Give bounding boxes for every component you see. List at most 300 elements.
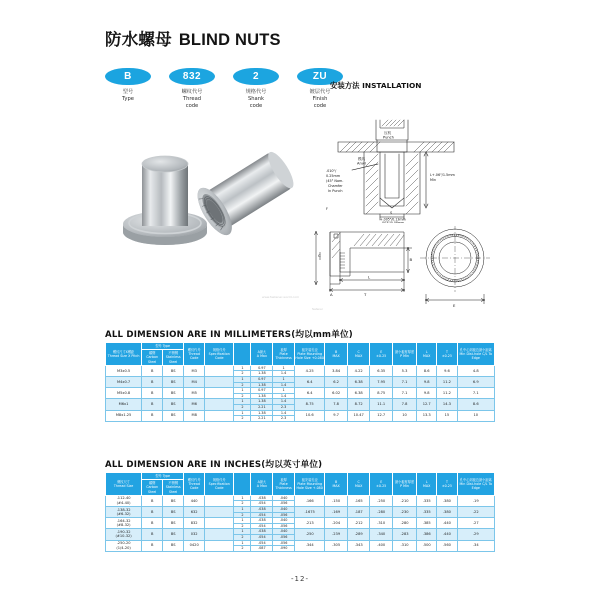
cell-spec: 1	[234, 495, 251, 501]
cell-b: 9.7	[325, 410, 348, 421]
cell-c: .212	[347, 518, 370, 529]
cell-e: 6.35	[370, 365, 393, 376]
cell-c: .187	[347, 507, 370, 518]
cell-c: 8.72	[347, 399, 370, 410]
table-millimeters	[105, 342, 495, 422]
cell-l: 13.3	[417, 410, 437, 421]
th-c: C MAX	[347, 343, 370, 366]
code-caption-type	[105, 89, 151, 103]
cell-edge: 4.8	[457, 365, 494, 376]
cell-spec: 2	[234, 523, 251, 529]
th-l: L MAX	[417, 343, 437, 366]
cell-c: 4.22	[347, 365, 370, 376]
cell-stainless: BS	[163, 410, 184, 421]
cell-b: .305	[325, 540, 348, 551]
cell-spec: 1	[234, 377, 251, 383]
cell-l: .386	[417, 529, 437, 540]
cell-c: 6.38	[347, 388, 370, 399]
th-p-min: 最小板材厚度 P Min	[392, 343, 416, 366]
cell-spec: 1	[234, 365, 251, 371]
cell-stainless: BS	[163, 507, 184, 518]
cell-thread: M5	[184, 388, 205, 399]
cell-spec: 1	[234, 399, 251, 405]
cell-p: 10	[392, 410, 416, 421]
cell-p: .280	[392, 518, 416, 529]
cell-b: 3.84	[325, 365, 348, 376]
code-caption-shank-en1: Shank	[247, 96, 265, 103]
cell-hole: 6.4	[295, 377, 325, 388]
cell-amax: .038	[251, 495, 273, 501]
cell-e: .340	[370, 529, 393, 540]
svg-text:F: F	[326, 207, 328, 211]
anvil-label-en: Anvil	[357, 161, 366, 166]
punch-label-en: Punch	[383, 135, 394, 140]
th-thread-code: 螺纹代号 Thread Code	[184, 343, 205, 366]
cell-b: .204	[325, 518, 348, 529]
page-title	[105, 26, 281, 50]
th-thread-code: 螺纹代号 Thread Code	[184, 473, 205, 496]
cell-carbon: B	[142, 518, 163, 529]
cell-amax: .054	[251, 512, 273, 518]
cell-e: .400	[370, 540, 393, 551]
cell-speccode	[205, 377, 234, 388]
th-l: L MAX	[417, 473, 437, 496]
th-spec-num	[234, 473, 251, 496]
svg-text:fastener: fastener	[312, 308, 323, 311]
cell-e: .280	[370, 507, 393, 518]
cell-carbon: B	[142, 388, 163, 399]
cell-thread: M6	[184, 399, 205, 410]
cell-plate: 1	[273, 365, 295, 371]
page-title-en: BLIND NUTS	[178, 31, 281, 49]
cell-c: .289	[347, 529, 370, 540]
th-spec-num	[234, 343, 251, 366]
cell-size: M3x0.5	[106, 365, 142, 376]
th-hole-size: 板安装孔径 Plate Mounting Hole Size +0.080	[295, 343, 325, 366]
cell-plate: .040	[273, 529, 295, 535]
cell-size: M6x1	[106, 399, 142, 410]
cell-t: .380	[437, 495, 457, 506]
th-type: 型号 Type	[142, 473, 184, 480]
cell-plate: 1	[273, 388, 295, 394]
cell-stainless: BS	[163, 495, 184, 506]
cell-hole: .1675	[295, 507, 325, 518]
cell-c: .165	[347, 495, 370, 506]
cell-l: .500	[417, 540, 437, 551]
code-caption-shank-cn: 规格代号	[245, 89, 267, 95]
cell-hole: 8.75	[295, 399, 325, 410]
cell-hole: .250	[295, 529, 325, 540]
cell-speccode	[205, 365, 234, 376]
code-caption-finish-cn: 镀层代号	[309, 89, 331, 95]
cell-amax: .054	[251, 523, 273, 529]
cell-carbon: B	[142, 529, 163, 540]
dimension-diagram	[312, 226, 500, 312]
cell-t: 14.3	[437, 399, 457, 410]
cell-spec: 1	[234, 540, 251, 546]
cell-spec: 2	[234, 512, 251, 518]
cell-thread: 032	[184, 529, 205, 540]
cell-t: 15	[437, 410, 457, 421]
cell-spec: 1	[234, 388, 251, 394]
code-caption-thread-en2: code	[185, 103, 199, 110]
dim-label-T: T	[364, 292, 367, 297]
code-caption-type-en1: Type	[122, 96, 134, 103]
cell-amax: 0.97	[251, 377, 273, 383]
cell-plate: .056	[273, 501, 295, 507]
cell-l: .385	[417, 518, 437, 529]
th-b: B MAX	[325, 473, 348, 496]
cell-b: .150	[325, 495, 348, 506]
cell-plate: 1.4	[273, 371, 295, 377]
cell-spec: 2	[234, 546, 251, 552]
table-row	[106, 518, 495, 524]
cell-hole: .344	[295, 540, 325, 551]
cell-thread: 0420	[184, 540, 205, 551]
table-mm-caption: ALL DIMENSION ARE IN MILLIMETERS(均以mm单位)	[105, 330, 353, 340]
svg-text:S: S	[390, 211, 393, 215]
punch-label-cn: 压机	[384, 131, 392, 135]
cell-spec: 2	[234, 382, 251, 388]
cell-t: .380	[437, 507, 457, 518]
cell-b: .239	[325, 529, 348, 540]
code-caption-shank-en2: code	[249, 103, 263, 110]
cell-p: 7.1	[392, 377, 416, 388]
th-e: E ±0.25	[370, 473, 393, 496]
th-a-max: A最大 A Max	[251, 473, 273, 496]
svg-text:In Punch: In Punch	[328, 189, 343, 193]
svg-text:www.fastener-world.com: www.fastener-world.com	[262, 295, 300, 299]
cell-p: 5.3	[392, 365, 416, 376]
cell-plate: 1.4	[273, 393, 295, 399]
cell-e: 7.95	[370, 377, 393, 388]
cell-amax: .038	[251, 507, 273, 513]
cell-carbon: B	[142, 507, 163, 518]
table-row	[106, 540, 495, 546]
cell-size: .138-32 (#6-32)	[106, 507, 142, 518]
code-caption-finish-en1: Finish	[312, 96, 328, 103]
table-row	[106, 529, 495, 535]
cell-speccode	[205, 518, 234, 529]
cell-thread: M8	[184, 410, 205, 421]
th-thread-size: 螺纹尺寸 Thread Size	[106, 473, 142, 496]
cell-plate: 1	[273, 377, 295, 383]
dim-label-E: E	[453, 303, 456, 308]
cell-carbon: B	[142, 540, 163, 551]
cell-plate: .040	[273, 518, 295, 524]
cell-size: M4x0.7	[106, 377, 142, 388]
th-c: C MAX	[347, 473, 370, 496]
svg-text:(45° Nom.: (45° Nom.	[326, 179, 344, 183]
dim-label-A: A	[330, 292, 333, 297]
cell-e: 12.7	[370, 410, 393, 421]
cell-t: 11.2	[437, 388, 457, 399]
cell-e: .310	[370, 518, 393, 529]
cell-speccode	[205, 495, 234, 506]
svg-text:0.25mm: 0.25mm	[326, 174, 341, 178]
table-row	[106, 399, 495, 405]
cell-stainless: BS	[163, 399, 184, 410]
code-badge-type: B	[105, 68, 151, 85]
dim-label-C: C	[318, 253, 321, 258]
code-item-thread	[169, 68, 215, 111]
cell-edge: 8.6	[457, 399, 494, 410]
cell-spec: 2	[234, 416, 251, 422]
cell-c: 10.47	[347, 410, 370, 421]
svg-text:-.003"/0.08mm: -.003"/0.08mm	[380, 221, 405, 223]
cell-amax: 2.21	[251, 404, 273, 410]
cell-plate: .040	[273, 507, 295, 513]
cell-amax: 1.38	[251, 371, 273, 377]
cell-t: .440	[437, 518, 457, 529]
cell-p: .310	[392, 540, 416, 551]
th-plate-thickness: 板厚 Plate Thickness	[273, 473, 295, 496]
cell-amax: 1.38	[251, 382, 273, 388]
cell-size: .112-40 (#4-40)	[106, 495, 142, 506]
th-e: E ±0.25	[370, 343, 393, 366]
cell-size: M5x0.8	[106, 388, 142, 399]
cell-spec: 1	[234, 518, 251, 524]
th-carbon-steel: 碳钢 Carbon Steel	[142, 350, 163, 366]
cell-thread: 632	[184, 507, 205, 518]
code-caption-thread-en1: Thread	[182, 96, 202, 103]
dim-label-B: B	[409, 257, 413, 262]
cell-e: .250	[370, 495, 393, 506]
svg-text:+.005"/0.13mm: +.005"/0.13mm	[380, 217, 406, 222]
cell-stainless: BS	[163, 377, 184, 388]
cell-size: .190-32 (#10-32)	[106, 529, 142, 540]
table-row	[106, 388, 495, 394]
cell-c: 6.38	[347, 377, 370, 388]
th-p-min: 最小板材厚度 P Min	[392, 473, 416, 496]
cell-edge: .34	[457, 540, 494, 551]
cell-size: M8x1.25	[106, 410, 142, 421]
th-spec-code: 规格代号 Specification Code	[205, 473, 234, 496]
blind-nut-closed	[123, 156, 207, 245]
cell-p: .230	[392, 507, 416, 518]
cell-speccode	[205, 529, 234, 540]
th-t: T ±0.25	[437, 343, 457, 366]
dim-label-L: L	[368, 274, 371, 280]
th-spec-code: 规格代号 Specification Code	[205, 343, 234, 366]
table-inches	[105, 472, 495, 552]
table-row	[106, 377, 495, 383]
cell-e: 8.75	[370, 388, 393, 399]
cell-speccode	[205, 388, 234, 399]
cell-stainless: BS	[163, 388, 184, 399]
cell-p: .210	[392, 495, 416, 506]
cell-spec: 2	[234, 501, 251, 507]
cell-edge: .27	[457, 518, 494, 529]
th-hole-size: 板安装孔径 Plate Mounting Hole Size +.080	[295, 473, 325, 496]
table-inch-body	[106, 495, 495, 551]
cell-stainless: BS	[163, 518, 184, 529]
cell-carbon: B	[142, 495, 163, 506]
cell-spec: 2	[234, 371, 251, 377]
cell-l: .335	[417, 507, 437, 518]
cell-speccode	[205, 410, 234, 421]
th-type: 型号 Type	[142, 343, 184, 350]
cell-carbon: B	[142, 377, 163, 388]
cell-thread: 440	[184, 495, 205, 506]
cell-thread: 832	[184, 518, 205, 529]
table-inch-caption: ALL DIMENSION ARE IN INCHES(均以英寸单位)	[105, 460, 323, 470]
cell-size: .250-20 (1/4-20)	[106, 540, 142, 551]
cell-l: 8.6	[417, 365, 437, 376]
code-caption-shank	[233, 89, 279, 111]
cell-edge: 7.1	[457, 388, 494, 399]
code-badge-thread: 832	[169, 68, 215, 85]
table-row	[106, 410, 495, 416]
cell-amax: 2.21	[251, 416, 273, 422]
th-plate-thickness: 板厚 Plate Thickness	[273, 343, 295, 366]
code-caption-thread	[169, 89, 215, 111]
svg-text:.010"/: .010"/	[326, 169, 337, 173]
cell-hole: 4.25	[295, 365, 325, 376]
cell-thread: M4	[184, 377, 205, 388]
cell-amax: 0.97	[251, 365, 273, 371]
svg-text:L+.06"/1.5mm: L+.06"/1.5mm	[430, 173, 455, 177]
cell-plate: .056	[273, 523, 295, 529]
cell-amax: .038	[251, 529, 273, 535]
table-row	[106, 507, 495, 513]
table-inch-header-row-1	[106, 473, 495, 480]
table-mm-body	[106, 365, 495, 421]
cell-amax: .054	[251, 534, 273, 540]
blind-nut-open	[191, 144, 300, 241]
cell-t: 11.2	[437, 377, 457, 388]
cell-b: 7.8	[325, 399, 348, 410]
cell-amax: .054	[251, 501, 273, 507]
cell-plate: 1.4	[273, 399, 295, 405]
cell-amax: 0.97	[251, 388, 273, 394]
cell-plate: .040	[273, 495, 295, 501]
cell-hole: .166	[295, 495, 325, 506]
svg-text:Chamfer: Chamfer	[328, 184, 343, 188]
th-b: B MAX	[325, 343, 348, 366]
table-row	[106, 365, 495, 371]
cell-t: 9.6	[437, 365, 457, 376]
cell-speccode	[205, 540, 234, 551]
cell-plate: 1.4	[273, 410, 295, 416]
cell-spec: 2	[234, 404, 251, 410]
cell-carbon: B	[142, 365, 163, 376]
code-item-shank	[233, 68, 279, 111]
cell-hole: 6.4	[295, 388, 325, 399]
th-t: T ±0.25	[437, 473, 457, 496]
cell-spec: 2	[234, 534, 251, 540]
cell-amax: .087	[251, 546, 273, 552]
cell-plate: .090	[273, 546, 295, 552]
cell-stainless: BS	[163, 540, 184, 551]
cell-plate: .056	[273, 512, 295, 518]
cell-speccode	[205, 399, 234, 410]
code-badge-finish: ZU	[297, 68, 343, 85]
cell-plate: 2.3	[273, 416, 295, 422]
code-caption-thread-cn: 螺纹代号	[181, 89, 203, 95]
cell-stainless: BS	[163, 365, 184, 376]
cell-l: 12.7	[417, 399, 437, 410]
cell-edge: .29	[457, 529, 494, 540]
cell-amax: 1.38	[251, 399, 273, 405]
installation-diagram	[322, 118, 497, 223]
code-caption-finish	[297, 89, 343, 111]
cell-p: 7.1	[392, 388, 416, 399]
cell-hole: 10.6	[295, 410, 325, 421]
cell-hole: .213	[295, 518, 325, 529]
cell-b: 6.2	[325, 377, 348, 388]
cell-edge: .19	[457, 495, 494, 506]
page-number: -12-	[291, 575, 309, 583]
cell-spec: 2	[234, 393, 251, 399]
cell-size: .164-32 (#8-32)	[106, 518, 142, 529]
cell-b: 6.02	[325, 388, 348, 399]
cell-p: .283	[392, 529, 416, 540]
code-badge-shank: 2	[233, 68, 279, 85]
part-code-legend	[105, 68, 343, 111]
cell-t: .440	[437, 529, 457, 540]
cell-c: .343	[347, 540, 370, 551]
cell-b: .169	[325, 507, 348, 518]
cell-stainless: BS	[163, 529, 184, 540]
cell-spec: 1	[234, 410, 251, 416]
cell-amax: 1.38	[251, 410, 273, 416]
cell-amax: .054	[251, 540, 273, 546]
cell-plate: .056	[273, 534, 295, 540]
cell-spec: 1	[234, 529, 251, 535]
th-stainless-steel: 不锈钢 Stainless Steel	[163, 350, 184, 366]
cell-t: .560	[437, 540, 457, 551]
cell-p: 7.8	[392, 399, 416, 410]
cell-amax: 1.38	[251, 393, 273, 399]
th-edge-dist: 孔中心到板边最小距离 Min Dist-hole C/L To Edge	[457, 343, 494, 366]
code-caption-finish-en2: code	[313, 103, 327, 110]
cell-plate: 2.3	[273, 404, 295, 410]
cell-l: .335	[417, 495, 437, 506]
table-mm-header-row-1	[106, 343, 495, 350]
installation-heading-en: INSTALLATION	[362, 81, 422, 90]
th-edge-dist: 孔中心到板边最小距离 Min Dist-hole C/L To Edge	[457, 473, 494, 496]
th-thread-size: 螺纹尺寸X螺距 Thread Size X Pitch	[106, 343, 142, 366]
page-title-cn: 防水螺母	[105, 30, 172, 49]
cell-spec: 1	[234, 507, 251, 513]
cell-amax: .038	[251, 518, 273, 524]
cell-carbon: B	[142, 399, 163, 410]
th-a-max: A最大 A Max	[251, 343, 273, 366]
cell-edge: 6.9	[457, 377, 494, 388]
code-item-type	[105, 68, 151, 111]
cell-speccode	[205, 507, 234, 518]
cell-e: 11.1	[370, 399, 393, 410]
th-stainless-steel: 不锈钢 Stainless Steel	[163, 480, 184, 496]
th-carbon-steel: 碳钢 Carbon Steel	[142, 480, 163, 496]
cell-l: 9.8	[417, 388, 437, 399]
cell-plate: .056	[273, 540, 295, 546]
cell-edge: 10	[457, 410, 494, 421]
product-photo	[110, 128, 300, 303]
code-caption-type-cn: 型号	[122, 89, 134, 95]
cell-l: 9.8	[417, 377, 437, 388]
cell-thread: M3	[184, 365, 205, 376]
installation-heading	[330, 80, 421, 91]
cell-plate: 1.4	[273, 382, 295, 388]
cell-carbon: B	[142, 410, 163, 421]
cell-edge: .22	[457, 507, 494, 518]
installation-heading-cn: 安装方法	[330, 81, 360, 90]
table-row	[106, 495, 495, 501]
svg-text:Min: Min	[430, 178, 437, 182]
anvil-label-cn: 模具	[358, 157, 366, 161]
